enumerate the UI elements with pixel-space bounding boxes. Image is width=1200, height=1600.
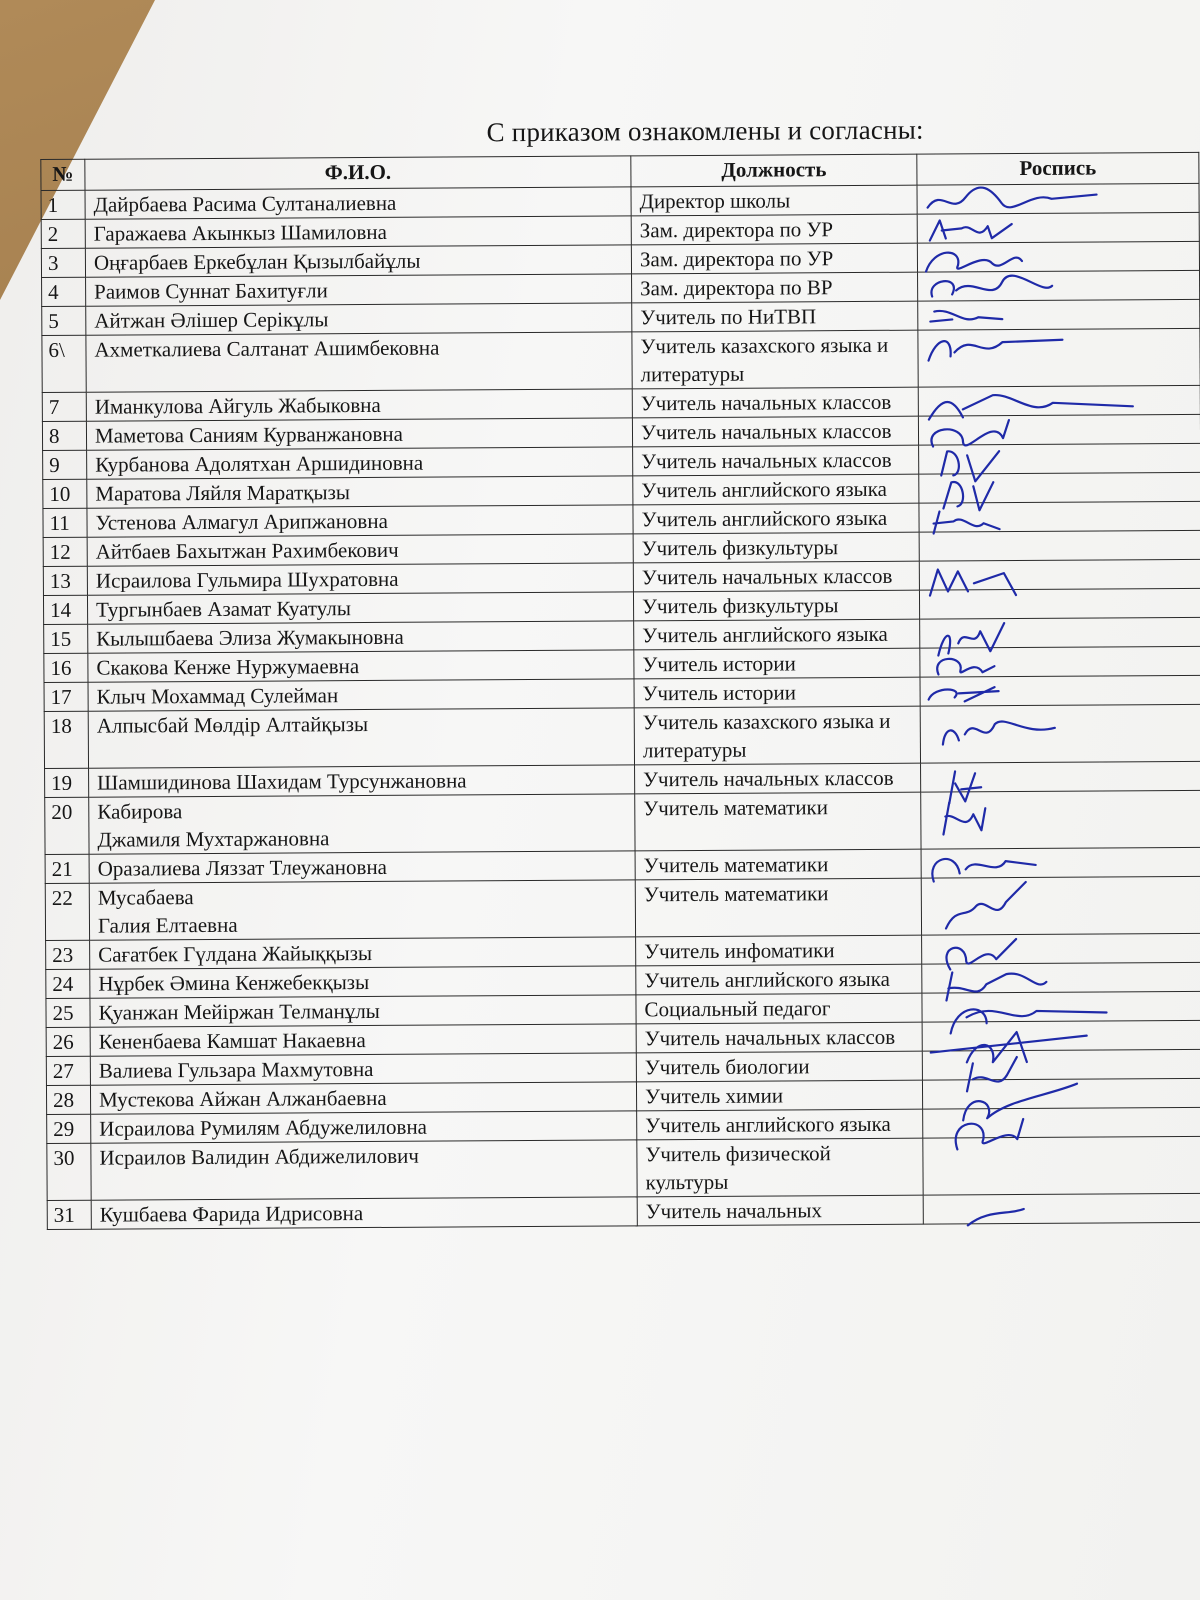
employee-name (86, 418, 632, 450)
handwritten-signature (927, 1079, 1147, 1108)
signature-stroke (943, 802, 985, 834)
employee-position: Учитель начальных классов (635, 763, 921, 794)
row-number: 17 (44, 682, 88, 711)
signature-cell (918, 385, 1200, 416)
handwritten-signature (925, 705, 1145, 762)
employee-name-line: Оразалиева Ляззат Тлеужановна (97, 854, 388, 881)
row-number: 4 (42, 277, 86, 306)
header-number: № (41, 159, 85, 190)
employee-position: Учитель начальных классов (632, 387, 918, 418)
row-number: 1 (41, 190, 85, 219)
employee-name-line: Шамшидинова Шахидам Турсунжановна (97, 768, 467, 795)
employee-name (89, 794, 635, 854)
employee-name (87, 476, 633, 508)
header-signature: Роспись (917, 152, 1199, 185)
employee-name-line: Кылышбаева Элиза Жумакыновна (96, 624, 404, 651)
employee-name-line: Тургынбаев Азамат Куатулы (95, 596, 352, 622)
employee-position: Учитель английского языка (634, 619, 920, 650)
handwritten-signature (924, 618, 1144, 647)
row-number: 29 (47, 1114, 91, 1143)
employee-name (89, 851, 635, 883)
employee-name (85, 245, 631, 277)
signature-stroke (937, 659, 994, 675)
employee-name (90, 1024, 636, 1056)
signature-cell (923, 1136, 1200, 1195)
employee-name (87, 592, 633, 624)
signature-stroke (929, 687, 999, 701)
employee-position: Учитель начальных (637, 1195, 923, 1226)
signature-cell (919, 501, 1200, 532)
employee-name (91, 1197, 637, 1229)
handwritten-signature (925, 762, 1145, 791)
employee-position: Учитель английского языка (637, 1109, 923, 1140)
employee-name-line: Нұрбек Әмина Кенжебекқызы (98, 970, 370, 996)
employee-name-line: Маратова Ляйля Маратқызы (95, 480, 351, 506)
handwritten-signature (927, 1050, 1147, 1079)
document-title: С приказом ознакомлены и согласны: (486, 114, 924, 148)
row-number: 7 (42, 392, 86, 421)
handwritten-signature (922, 213, 1142, 242)
signature-cell (921, 790, 1200, 849)
employee-position: Учитель истории (634, 648, 920, 679)
signature-cell (920, 675, 1200, 706)
row-number: 30 (47, 1143, 91, 1200)
signature-table (40, 152, 1200, 1230)
handwritten-signature (923, 473, 1143, 502)
employee-position: Зам. директора по УР (631, 214, 917, 245)
table-row (45, 790, 1200, 854)
signature-stroke (931, 275, 1052, 296)
employee-name-line: Клыч Мохаммад Сулейман (96, 683, 339, 709)
signature-cell (922, 1049, 1200, 1080)
employee-name-line: Гаражаева Акынкыз Шамиловна (93, 219, 388, 246)
employee-position: Зам. директора по ВР (632, 272, 918, 303)
employee-name (86, 274, 632, 306)
employee-name-line: Мустекова Айжан Алжанбаевна (98, 1085, 387, 1112)
employee-name-line: Сағатбек Гүлдана Жайыққызы (98, 940, 373, 967)
employee-position: Учитель начальных классов (632, 416, 918, 447)
employee-name (86, 332, 632, 392)
signature-cell (922, 991, 1200, 1022)
signature-stroke (968, 1209, 1024, 1225)
signature-stroke (946, 882, 1026, 928)
employee-name (86, 389, 632, 421)
row-number: 6\ (42, 335, 86, 392)
row-number: 3 (41, 248, 85, 277)
employee-name-line: Маметова Саниям Курванжановна (94, 421, 403, 448)
row-number: 26 (46, 1027, 90, 1056)
employee-name (88, 708, 634, 768)
employee-name (87, 563, 633, 595)
employee-name-line: Исраилова Гульмира Шухратовна (95, 566, 399, 593)
row-number: 25 (46, 998, 90, 1027)
employee-position: Учитель физической культуры (637, 1138, 923, 1197)
employee-position: Учитель английского языка (636, 964, 922, 995)
row-number: 28 (46, 1085, 90, 1114)
employee-name (87, 505, 633, 537)
employee-position: Учитель математики (635, 849, 921, 880)
signature-cell (921, 761, 1200, 792)
employee-position: Учитель математики (635, 878, 921, 937)
row-number: 13 (43, 566, 87, 595)
employee-name (85, 216, 631, 248)
employee-position: Учитель казахского языка и литературы (634, 706, 920, 765)
signature-stroke (943, 721, 1055, 744)
employee-name-line: Исраилов Валидин Абдижелилович (99, 1143, 419, 1170)
signature-cell (922, 1020, 1200, 1051)
row-number: 20 (45, 797, 89, 854)
row-number: 8 (42, 421, 86, 450)
employee-name (90, 1053, 636, 1085)
employee-name-line: Айтжан Әлішер Серікұлы (94, 307, 329, 333)
employee-name-line: Джамиля Мухтаржановна (97, 826, 330, 852)
signature-cell (921, 847, 1200, 878)
employee-name-line: Валиева Гульзара Махмутовна (98, 1056, 374, 1083)
employee-position: Учитель начальных классов (633, 445, 919, 476)
signature-stroke (930, 311, 1002, 322)
handwritten-signature (926, 963, 1146, 992)
employee-name (89, 880, 635, 940)
handwritten-signature (925, 791, 1145, 848)
handwritten-signature (921, 184, 1141, 213)
signature-cell (917, 212, 1199, 243)
handwritten-signature (923, 386, 1143, 415)
row-number: 15 (44, 624, 88, 653)
handwritten-signature (927, 1108, 1147, 1137)
handwritten-signature (926, 848, 1146, 877)
employee-name (90, 937, 636, 969)
row-number: 19 (45, 768, 89, 797)
employee-name (87, 447, 633, 479)
handwritten-signature (922, 242, 1142, 271)
signature-cell (918, 299, 1200, 330)
employee-name-line: Оңғарбаев Еркебұлан Қызылбайұлы (93, 248, 421, 275)
employee-name-line: Иманкулова Айгуль Жабыковна (94, 392, 381, 419)
signature-cell (919, 443, 1200, 474)
signature-cell (920, 704, 1200, 763)
signature-cell (919, 472, 1200, 503)
signature-cell (917, 183, 1199, 214)
document (40, 101, 1200, 1230)
employee-name (90, 995, 636, 1027)
row-number: 23 (46, 940, 90, 969)
employee-position: Зам. директора по УР (631, 243, 917, 274)
row-number: 10 (43, 479, 87, 508)
row-number: 31 (47, 1200, 91, 1229)
handwritten-signature (924, 560, 1144, 589)
signature-cell (923, 1193, 1200, 1224)
signature-cell (917, 241, 1199, 272)
signature-cell (922, 1078, 1200, 1109)
handwritten-signature (923, 502, 1143, 531)
signature-cell (922, 962, 1200, 993)
handwritten-signature (923, 444, 1143, 473)
row-number: 2 (41, 219, 85, 248)
row-number: 21 (45, 854, 89, 883)
employee-position: Учитель биологии (636, 1051, 922, 1082)
signature-stroke (931, 420, 1009, 446)
signature-cell (919, 588, 1200, 619)
table-row (44, 704, 1200, 768)
employee-name (86, 303, 632, 335)
employee-name-line: Курбанова Адолятхан Аршидиновна (95, 450, 424, 477)
signature-cell (918, 270, 1200, 301)
employee-name-line: Галия Елтаевна (97, 912, 238, 938)
employee-name (91, 1111, 637, 1143)
handwritten-signature (922, 300, 1142, 329)
employee-position: Учитель казахского языка и литературы (632, 330, 918, 389)
employee-position: Учитель по НиТВП (632, 301, 918, 332)
row-number: 5 (42, 306, 86, 335)
table-row (47, 1136, 1200, 1200)
signature-cell (920, 617, 1200, 648)
signature-cell (918, 414, 1200, 445)
employee-name (87, 534, 633, 566)
table-row (42, 328, 1200, 392)
employee-name (91, 1140, 637, 1200)
row-number: 12 (43, 537, 87, 566)
handwritten-signature (923, 415, 1143, 444)
employee-name (90, 1082, 636, 1114)
handwritten-signature (926, 992, 1146, 1021)
employee-name (89, 765, 635, 797)
employee-position: Учитель начальных классов (636, 1022, 922, 1053)
employee-name (88, 679, 634, 711)
employee-name-line: Дайрбаева Расима Султаналиевна (93, 190, 397, 217)
handwritten-signature (924, 647, 1144, 676)
signature-cell (918, 328, 1200, 387)
signature-stroke (928, 187, 1097, 208)
employee-name (85, 187, 631, 219)
signature-stroke (933, 511, 999, 533)
handwritten-signature (928, 1194, 1148, 1223)
employee-position: Директор школы (631, 185, 917, 216)
employee-name-line: Алпысбай Мөлдір Алтайқызы (96, 712, 369, 738)
signature-cell (923, 1107, 1200, 1138)
employee-name-line: Кабирова (97, 799, 183, 824)
signature-cell (922, 933, 1200, 964)
signature-stroke (930, 220, 1012, 241)
employee-name-line: Исраилова Румилям Абдужелиловна (99, 1114, 428, 1141)
signature-cell (919, 559, 1200, 590)
employee-name (88, 621, 634, 653)
row-number: 14 (43, 595, 87, 624)
employee-position: Учитель физкультуры (633, 532, 919, 563)
handwritten-signature (922, 329, 1142, 386)
employee-position: Учитель английского языка (633, 503, 919, 534)
employee-position: Учитель английского языка (633, 474, 919, 505)
handwritten-signature (924, 676, 1144, 705)
signature-cell (919, 530, 1200, 561)
employee-position: Социальный педагог (636, 993, 922, 1024)
handwritten-signature (927, 1021, 1147, 1050)
row-number: 22 (45, 883, 89, 940)
employee-name-line: Ахметкалиева Салтанат Ашимбековна (94, 335, 440, 362)
table-row (45, 876, 1200, 940)
employee-position: Учитель физкультуры (633, 590, 919, 621)
row-number: 16 (44, 653, 88, 682)
signature-stroke (928, 340, 1062, 361)
header-position: Должность (631, 154, 917, 187)
employee-name-line: Устенова Алмагул Арипжановна (95, 508, 388, 535)
row-number: 9 (43, 450, 87, 479)
employee-name-line: Қуанжан Мейіржан Телманұлы (98, 998, 380, 1025)
row-number: 11 (43, 508, 87, 537)
employee-name-line: Кушбаева Фарида Идрисовна (99, 1201, 364, 1227)
signature-stroke (926, 252, 1022, 271)
employee-position: Учитель истории (634, 677, 920, 708)
employee-name-line: Скакова Кенже Нуржумаевна (96, 654, 360, 680)
row-number: 18 (44, 711, 88, 768)
employee-name-line: Раимов Суннат Бахитуғли (94, 278, 328, 304)
signature-cell (920, 646, 1200, 677)
employee-name-line: Мусабаева (97, 885, 194, 910)
employee-position: Учитель химии (636, 1080, 922, 1111)
employee-name (88, 650, 634, 682)
handwritten-signature (926, 934, 1146, 963)
employee-position: Учитель начальных классов (633, 561, 919, 592)
handwritten-signature (922, 271, 1142, 300)
handwritten-signature (926, 877, 1146, 934)
row-number: 24 (46, 969, 90, 998)
employee-name-line: Кененбаева Камшат Накаевна (98, 1028, 366, 1054)
employee-name (90, 966, 636, 998)
row-number: 27 (46, 1056, 90, 1085)
signature-cell (921, 876, 1200, 935)
employee-position: Учитель математики (635, 792, 921, 851)
employee-position: Учитель инфоматики (636, 935, 922, 966)
header-fio: Ф.И.О. (85, 156, 631, 190)
employee-name-line: Айтбаев Бахытжан Рахимбекович (95, 537, 399, 564)
